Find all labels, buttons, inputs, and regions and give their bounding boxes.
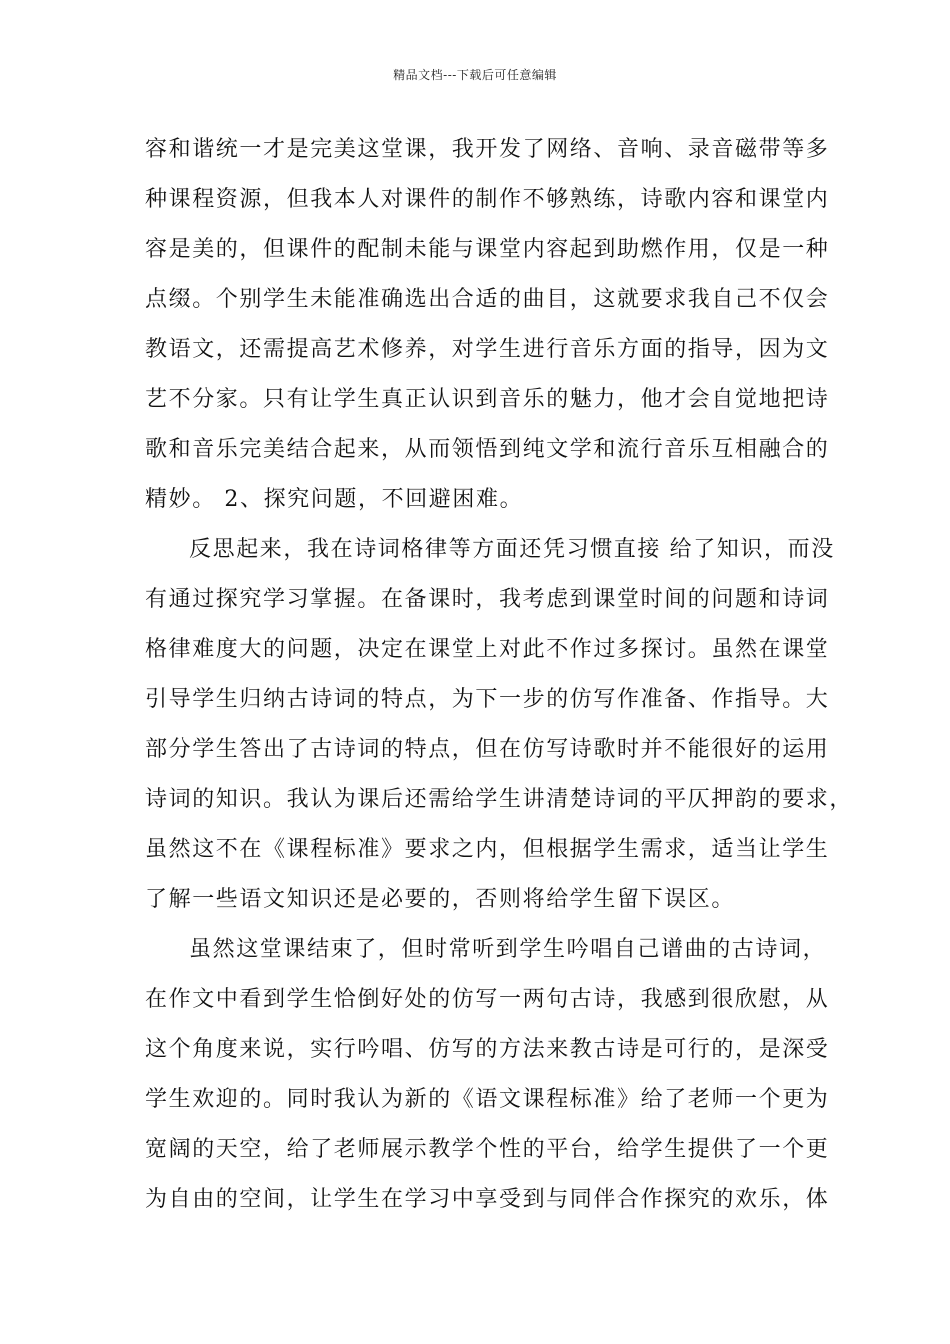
text-line: 艺不分家。只有让学生真正认识到音乐的魅力，他才会自觉地把诗 — [145, 387, 830, 412]
text-line: 点缀。个别学生未能准确选出合适的曲目，这就要求我自己不仅会 — [145, 287, 830, 312]
text-line: 部分学生答出了古诗词的特点，但在仿写诗歌时并不能很好的运用 — [145, 737, 830, 762]
text-line: 教语文，还需提高艺术修养，对学生进行音乐方面的指导，因为文 — [145, 337, 830, 362]
text-line: 在作文中看到学生恰倒好处的仿写一两句古诗，我感到很欣慰，从 — [145, 987, 830, 1012]
text-line: 学生欢迎的。同时我认为新的《语文课程标准》给了老师一个更为 — [145, 1087, 830, 1112]
text-line: 格律难度大的问题，决定在课堂上对此不作过多探讨。虽然在课堂 — [145, 637, 830, 662]
text-line: 引导学生归纳古诗词的特点，为下一步的仿写作准备、作指导。大 — [145, 687, 830, 712]
text-line: 容是美的，但课件的配制未能与课堂内容起到助燃作用，仅是一种 — [145, 237, 830, 262]
text-line: 这个角度来说，实行吟唱、仿写的方法来教古诗是可行的，是深受 — [145, 1037, 830, 1062]
text-line: 容和谐统一才是完美这堂课，我开发了网络、音响、录音磁带等多 — [145, 137, 830, 162]
text-line: 精妙。 2、探究问题，不回避困难。 — [145, 487, 524, 512]
paragraph-start-line: 虽然这堂课结束了，但时常听到学生吟唱自己谱曲的古诗词， — [189, 937, 827, 962]
text-line: 宽阔的天空，给了老师展示教学个性的平台，给学生提供了一个更 — [145, 1137, 830, 1162]
paragraph-start-line: 反思起来，我在诗词格律等方面还凭习惯直接 给了知识，而没 — [189, 537, 835, 562]
text-line: 虽然这不在《课程标准》要求之内，但根据学生需求，适当让学生 — [145, 837, 830, 862]
text-line: 种课程资源，但我本人对课件的制作不够熟练，诗歌内容和课堂内 — [145, 187, 830, 212]
text-line: 诗词的知识。我认为课后还需给学生讲清楚诗词的平仄押韵的要求， — [145, 787, 854, 812]
page-header: 精品文档---下载后可任意编辑 — [393, 68, 557, 82]
text-line: 歌和音乐完美结合起来，从而领悟到纯文学和流行音乐互相融合的 — [145, 437, 830, 462]
text-line: 为自由的空间，让学生在学习中享受到与同伴合作探究的欢乐，体 — [145, 1187, 830, 1212]
text-line: 了解一些语文知识还是必要的，否则将给学生留下误区。 — [145, 887, 736, 912]
text-line: 有通过探究学习掌握。在备课时，我考虑到课堂时间的问题和诗词 — [145, 587, 830, 612]
document-body — [145, 132, 854, 1232]
